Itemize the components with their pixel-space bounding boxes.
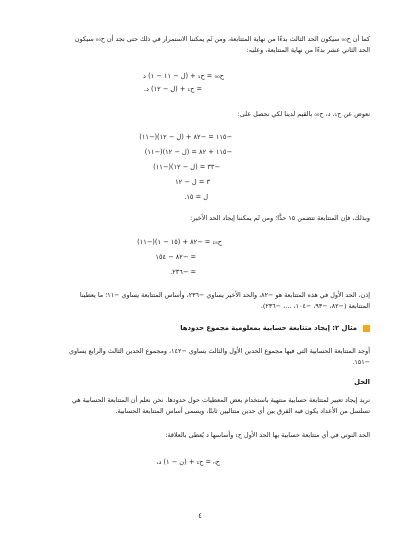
- intro-paragraph: [30, 34, 370, 56]
- solution-label: الحل: [354, 378, 370, 386]
- page-number: ٤: [198, 512, 202, 520]
- intro-line-2: الحد الثاني عشر بدءًا من نهاية المتتابعة، وعليه:: [246, 46, 370, 54]
- example-heading: [30, 323, 370, 333]
- substitute-text: نعوض عن ح₁، د، ح₀₀ بالقيم لدينا لكي نحصل على:: [237, 110, 370, 118]
- example-marker-icon: [363, 325, 370, 332]
- equation-block-2: [139, 133, 232, 208]
- equation-line: ٣ = ل − ١٢: [175, 178, 210, 186]
- solution-line-1: نريد إيجاد تعبير لمتتابعة حسابية منتهية باستخدام بعض المعطيات حول حدودها. نحن نعلم أن المتتابعة الحسابية هي: [71, 396, 370, 404]
- conclusion-line-1: إذن، الحد الأول في هذه المتتابعة هو −٨٢، والحد الأخير يساوي −٢٣٦، وأساس المتتابعة يساوي −١١؛ ما يعطينا: [79, 291, 370, 299]
- conclusion-paragraph: [30, 290, 370, 312]
- equation-line: −٣٣ = (ل − ١٢)(−١١): [153, 163, 220, 171]
- equation-block-1: [143, 72, 224, 93]
- solution-paragraph: [30, 395, 370, 417]
- equation-line: −١١٥ + ٨٢ = (ل − ١٢)(−١١): [144, 148, 232, 156]
- question-paragraph: [30, 346, 370, 368]
- equation-line: = −٢٣٦.: [170, 268, 196, 276]
- example-title: مثال ٢: إيجاد متتابعة حسابية بمعلومية مجموع حدودها: [180, 324, 357, 332]
- nth-term-formula: حₙ = ح₁ + (ن − ١) د،: [156, 458, 220, 466]
- equation-line: −١١٥ = −٨٢ + (ل − ١٢)(−١١): [139, 133, 232, 141]
- nth-term-text: الحد النوني في أي متتابعة حسابية بها الحد الأول ح₁ وأساسها د يُعطى بالعلاقة:: [165, 431, 370, 439]
- equation-line: ح₁₅ = −٨٢ + (١٥ − ١)(−١١): [137, 238, 222, 246]
- equation-line: = ح₁ + (ل − ١٢) د.: [143, 85, 202, 93]
- equation-line: ح₀₀ = ح₁ + (ل − ١١ − ١) د: [143, 72, 224, 80]
- solution-line-2: تسلسل من الأعداد يكون فيه الفرق بين أي حدين متتاليين ثابتًا، ويسمى أساس المتتابعة الحسابية.: [115, 407, 370, 415]
- question-line-2: −١٥١.: [352, 358, 370, 366]
- therefore-text: وبذلك، فإن المتتابعة تتضمن ١٥ حدًّا؛ ومن ثَم يمكننا إيجاد الحد الأخير:: [190, 214, 370, 222]
- conclusion-line-2: المتتابعة (−٨٢، −٩٣، −١٠٤، …، −٢٣٦).: [260, 302, 370, 310]
- equation-line: ل = ١٥.: [184, 193, 208, 201]
- intro-line-1: كما أن ح₀₀ سيكون الحد الثالث بدءًا من نهاية المتتابعة، ومن ثَم يمكننا الاستمرار في ذلك حتى نجد أن ح₀₀ سيكون: [74, 35, 370, 43]
- question-line-1: أوجد المتتابعة الحسابية التي فيها مجموع الحدين الأول والثالث يساوي −١٤٢، ومجموع الحدين الثالث والرابع يساوي: [68, 347, 370, 355]
- equation-block-3: [137, 238, 222, 283]
- equation-line: = −٨٢ − ١٥٤: [155, 253, 196, 261]
